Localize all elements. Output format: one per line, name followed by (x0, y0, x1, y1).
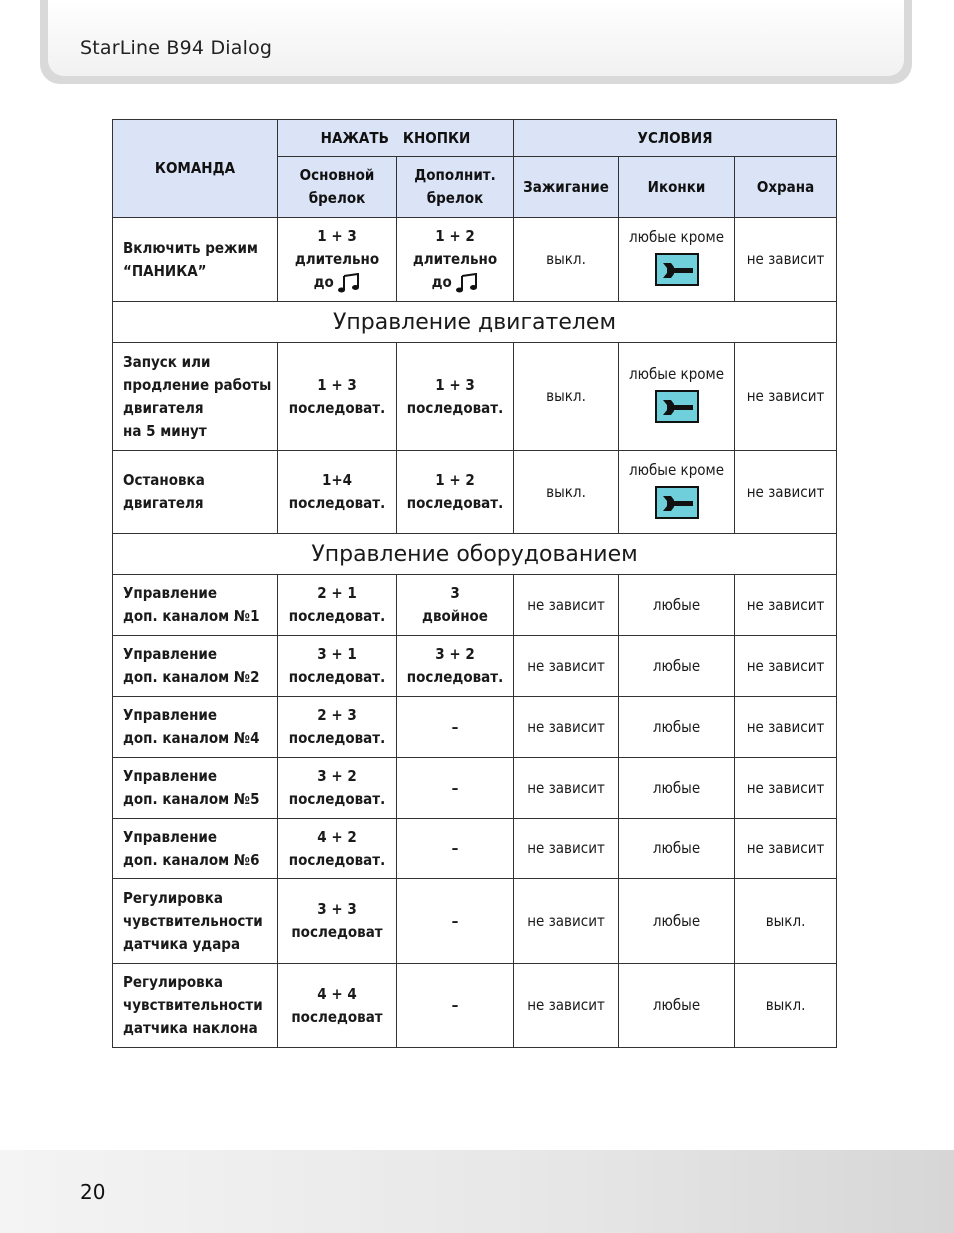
main-fob-cell: 1+4 последоват. (278, 451, 397, 534)
header-icons: Иконки (619, 157, 735, 218)
command-cell: Регулировка чувствительности датчика наклона (113, 964, 278, 1048)
icons-cell: любые (619, 636, 735, 697)
footer-band (0, 1150, 954, 1233)
command-cell: Управление доп. каналом №4 (113, 697, 278, 758)
icons-cell: любые (619, 758, 735, 819)
icons-cell: любые (619, 697, 735, 758)
guard-cell: не зависит (735, 575, 837, 636)
command-cell: Управление доп. каналом №6 (113, 819, 278, 879)
wrench-icon (655, 486, 699, 519)
document-title: StarLine B94 Dialog (80, 37, 273, 59)
guard-cell: не зависит (735, 819, 837, 879)
table-row (113, 819, 837, 879)
main-fob-cell: 3 + 2 последоват. (278, 758, 397, 819)
extra-fob-cell: 1 + 3 последоват. (397, 343, 514, 451)
table-row (113, 879, 837, 964)
main-fob-cell: 1 + 3 последоват. (278, 343, 397, 451)
icons-cell: любые (619, 575, 735, 636)
extra-fob-cell: – (397, 819, 514, 879)
ignition-cell: не зависит (514, 964, 619, 1048)
command-cell: Управление доп. каналом №5 (113, 758, 278, 819)
guard-cell: не зависит (735, 451, 837, 534)
command-table (112, 119, 837, 1048)
main-fob-cell: 1 + 3 длительно до (278, 218, 397, 302)
section-equipment-title: Управление оборудованием (113, 534, 837, 575)
table-row (113, 343, 837, 451)
icons-cell: любые кроме (619, 343, 735, 451)
table-row (113, 218, 837, 302)
guard-cell: не зависит (735, 343, 837, 451)
wrench-icon (655, 253, 699, 286)
guard-cell: не зависит (735, 636, 837, 697)
table-row (113, 964, 837, 1048)
icons-cell: любые кроме (619, 218, 735, 302)
extra-fob-cell: – (397, 697, 514, 758)
table-row (113, 636, 837, 697)
extra-fob-cell: 1 + 2 последоват. (397, 451, 514, 534)
ignition-cell: не зависит (514, 879, 619, 964)
icons-cell: любые кроме (619, 451, 735, 534)
command-cell: Включить режим “ПАНИКА” (113, 218, 278, 302)
header-extra-fob: Дополнит. брелок (397, 157, 514, 218)
header-guard: Охрана (735, 157, 837, 218)
header-command: КОМАНДА (113, 120, 278, 218)
ignition-cell: выкл. (514, 343, 619, 451)
command-cell: Запуск или продление работы двигателя на 5 минут (113, 343, 278, 451)
section-engine-title: Управление двигателем (113, 302, 837, 343)
guard-cell: не зависит (735, 697, 837, 758)
music-note-icon (338, 273, 360, 293)
icons-cell: любые (619, 819, 735, 879)
icons-cell: любые (619, 879, 735, 964)
icons-cell: любые (619, 964, 735, 1048)
guard-cell: не зависит (735, 758, 837, 819)
ignition-cell: выкл. (514, 218, 619, 302)
ignition-cell: не зависит (514, 758, 619, 819)
main-fob-cell: 3 + 1 последоват. (278, 636, 397, 697)
main-fob-cell: 3 + 3 последоват (278, 879, 397, 964)
ignition-cell: выкл. (514, 451, 619, 534)
main-fob-cell: 4 + 2 последоват. (278, 819, 397, 879)
wrench-icon (655, 390, 699, 423)
command-cell: Регулировка чувствительности датчика удара (113, 879, 278, 964)
guard-cell: не зависит (735, 218, 837, 302)
extra-fob-cell: 3 + 2 последоват. (397, 636, 514, 697)
ignition-cell: не зависит (514, 636, 619, 697)
extra-fob-cell: – (397, 758, 514, 819)
page-number: 20 (80, 1180, 106, 1204)
extra-fob-cell: – (397, 964, 514, 1048)
music-note-icon (456, 273, 478, 293)
extra-fob-cell: 1 + 2 длительно до (397, 218, 514, 302)
header-ignition: Зажигание (514, 157, 619, 218)
command-cell: Управление доп. каналом №1 (113, 575, 278, 636)
main-fob-cell: 2 + 3 последоват. (278, 697, 397, 758)
header-press-buttons: НАЖАТЬ КНОПКИ (278, 120, 514, 157)
ignition-cell: не зависит (514, 819, 619, 879)
main-fob-cell: 4 + 4 последоват (278, 964, 397, 1048)
header-conditions: УСЛОВИЯ (514, 120, 837, 157)
command-cell: Управление доп. каналом №2 (113, 636, 278, 697)
main-fob-cell: 2 + 1 последоват. (278, 575, 397, 636)
table-row (113, 758, 837, 819)
table-row (113, 451, 837, 534)
ignition-cell: не зависит (514, 697, 619, 758)
extra-fob-cell: 3 двойное (397, 575, 514, 636)
extra-fob-cell: – (397, 879, 514, 964)
ignition-cell: не зависит (514, 575, 619, 636)
guard-cell: выкл. (735, 964, 837, 1048)
table-row (113, 575, 837, 636)
header-main-fob: Основной брелок (278, 157, 397, 218)
guard-cell: выкл. (735, 879, 837, 964)
command-cell: Остановка двигателя (113, 451, 278, 534)
table-row (113, 697, 837, 758)
